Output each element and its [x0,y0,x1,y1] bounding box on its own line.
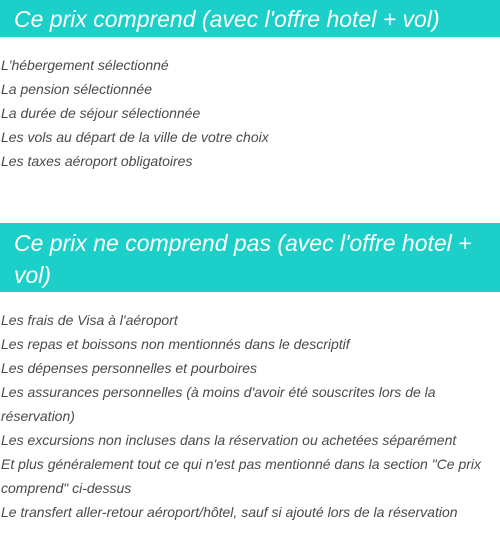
price-included-title: Ce prix comprend (avec l'offre hotel + vol) [0,0,500,37]
price-included-list [0,53,500,173]
list-item: L'hébergement sélectionné [1,57,169,73]
price-excluded-section [0,223,500,524]
list-item: Les excursions non incluses dans la réservation ou achetées séparément [1,432,457,448]
list-item: Les vols au départ de la ville de votre choix [1,129,269,145]
list-item: Les repas et boissons non mentionnés dans le descriptif [1,336,350,352]
list-item: Et plus généralement tout ce qui n'est pas mentionné dans la section "Ce prix comprend" ci-dessus [1,456,482,496]
list-item: Les dépenses personnelles et pourboires [1,360,258,376]
list-item: La durée de séjour sélectionnée [1,105,201,121]
list-item: Le transfert aller-retour aéroport/hôtel, sauf si ajouté lors de la réservation [1,504,458,520]
list-item: Les assurances personnelles (à moins d'avoir été souscrites lors de la réservation) [1,384,436,424]
price-excluded-title: Ce prix ne comprend pas (avec l'offre hotel + vol) [0,223,500,292]
price-excluded-list [0,308,500,524]
list-item: Les frais de Visa à l'aéroport [1,312,178,328]
price-included-section [0,0,500,173]
list-item: Les taxes aéroport obligatoires [1,153,193,169]
list-item: La pension sélectionnée [1,81,153,97]
